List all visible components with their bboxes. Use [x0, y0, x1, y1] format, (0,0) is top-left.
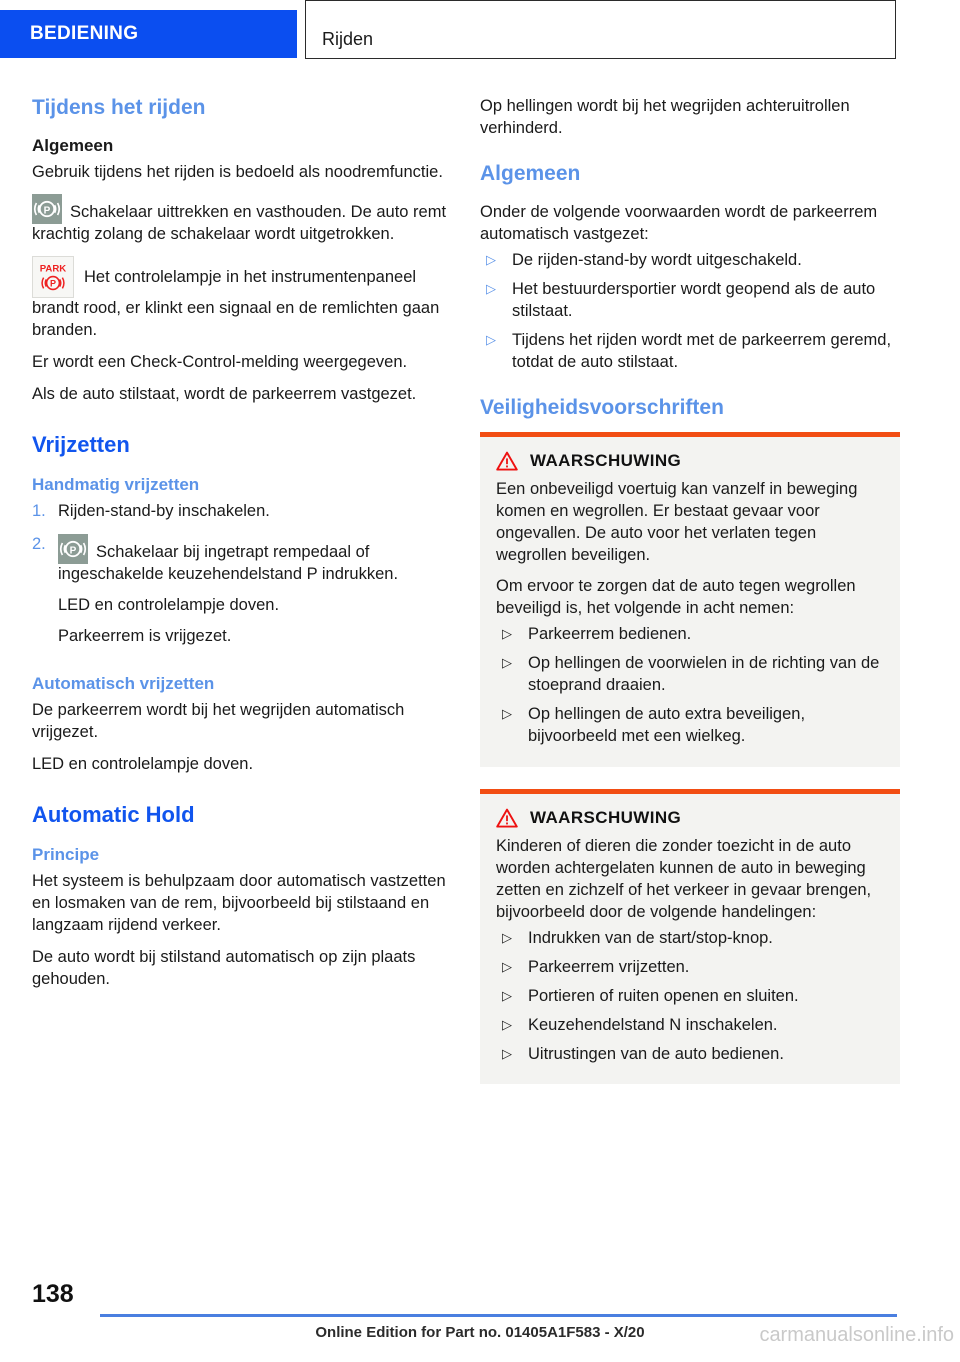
paragraph-stilstaat: Als de auto stilstaat, wordt de parkeerrem vastgezet. — [32, 384, 417, 403]
list-item — [496, 1044, 884, 1066]
list-item — [496, 957, 884, 979]
warning-bullet-list — [496, 624, 884, 748]
chapter-label: BEDIENING — [30, 23, 139, 44]
triangle-bullet-icon: ▷ — [502, 655, 512, 671]
electric-parking-brake-icon — [58, 534, 88, 564]
triangle-bullet-icon: ▷ — [502, 706, 512, 722]
list-item — [480, 279, 900, 323]
list-item-text: Parkeerrem vrijzetten. — [528, 957, 690, 976]
site-watermark: carmanualsonline.info — [759, 1324, 954, 1346]
section-tab[interactable] — [305, 0, 896, 59]
warning-paragraph: Om ervoor te zorgen dat de auto tegen wegrollen beveiligd is, het volgende in acht nemen: — [496, 577, 856, 618]
list-item-text: Op hellingen de voorwielen in de richting van de stoeprand draaien. — [528, 654, 880, 695]
warning-paragraph: Kinderen of dieren die zonder toezicht in de auto worden achtergelaten kunnen de auto in beweging zetten en zichzelf of het verkeer in gevaar brengen, bijvoorbeeld door de volgende handelingen: — [496, 837, 872, 921]
list-item — [496, 704, 884, 748]
triangle-bullet-icon: ▷ — [486, 331, 496, 347]
list-item — [496, 928, 884, 950]
page-header — [0, 10, 960, 58]
triangle-bullet-icon: ▷ — [486, 251, 496, 267]
page-footer — [0, 1262, 960, 1362]
paragraph-led-doven: LED en controlelampje doven. — [32, 754, 254, 773]
heading-handmatig-vrijzetten: Handmatig vrijzetten — [32, 475, 200, 495]
list-item — [496, 624, 884, 646]
list-item — [480, 330, 900, 374]
list-item — [496, 653, 884, 697]
step-item — [32, 501, 452, 523]
heading-principe: Principe — [32, 844, 100, 864]
warning-paragraph: Een onbeveiligd voertuig kan vanzelf in beweging komen en wegrollen. Er bestaat gevaar voor ongevallen. De auto voor het verlaten tegen wegrollen beveiligen. — [496, 479, 858, 564]
step-text: Rijden-stand-by inschakelen. — [58, 502, 270, 521]
footer-edition-note: Online Edition for Part no. 01405A1F583 - X/20 — [315, 1324, 645, 1341]
svg-text:P: P — [69, 545, 77, 557]
list-item-text: Tijdens het rijden wordt met de parkeerrem geremd, totdat de auto stilstaat. — [512, 330, 892, 371]
list-item-text: Op hellingen de auto extra beveiligen, bijvoorbeeld met een wielkeg. — [528, 705, 806, 746]
chapter-banner — [0, 10, 297, 58]
svg-text:P: P — [43, 205, 51, 217]
list-item-text: Indrukken van de start/stop-knop. — [528, 928, 773, 947]
list-item-text: De rijden-stand-by wordt uitgeschakeld. — [512, 250, 802, 269]
warning-header — [496, 451, 884, 471]
paragraph-principe-2: De auto wordt bij stilstand automatisch op zijn plaats gehouden. — [32, 947, 416, 988]
warning-title: WAARSCHUWING — [530, 450, 682, 470]
list-item-text: Het bestuurdersportier wordt geopend als de auto stilstaat. — [512, 279, 876, 320]
step-item — [32, 534, 452, 648]
warning-bullet-list — [496, 928, 884, 1066]
steps-list — [32, 501, 452, 648]
warning-triangle-icon — [496, 808, 518, 828]
section-tab-label: Rijden — [322, 29, 374, 49]
warning-triangle-icon — [496, 451, 518, 471]
paragraph-algemeen-right: Onder de volgende voorwaarden wordt de parkeerrem automatisch vastgezet: — [480, 203, 878, 243]
page-number: 138 — [32, 1280, 74, 1308]
list-item-text: Parkeerrem bedienen. — [528, 625, 692, 644]
triangle-bullet-icon: ▷ — [502, 929, 512, 945]
heading-algemeen-right: Algemeen — [480, 161, 581, 185]
list-item-text: Portieren of ruiten openen en sluiten. — [528, 986, 799, 1005]
triangle-bullet-icon: ▷ — [502, 626, 512, 642]
paragraph-check-control: Er wordt een Check-Control-melding weergegeven. — [32, 352, 408, 371]
triangle-bullet-icon: ▷ — [502, 1045, 512, 1061]
heading-automatic-hold: Automatic Hold — [32, 801, 195, 827]
warning-header — [496, 808, 884, 828]
bullet-list-algemeen — [480, 250, 900, 374]
list-item-text: Keuzehendelstand N inschakelen. — [528, 1015, 778, 1034]
park-icon-text: Het controlelampje in het instrumentenpaneel brandt rood, er klinkt een signaal en de remlichten gaan branden. — [32, 268, 440, 339]
heading-automatisch-vrijzetten: Automatisch vrijzetten — [32, 673, 215, 693]
list-item — [496, 1015, 884, 1037]
triangle-bullet-icon: ▷ — [502, 958, 512, 974]
list-item — [480, 250, 900, 272]
step-number: 2. — [32, 535, 46, 553]
warning-title: WAARSCHUWING — [530, 808, 682, 828]
heading-vrijzetten: Vrijzetten — [32, 431, 130, 457]
electric-parking-brake-icon — [32, 194, 62, 224]
page-title: Tijdens het rijden — [32, 96, 206, 119]
paragraph-hellingen: Op hellingen wordt bij het wegrijden achteruitrollen verhinderd. — [480, 97, 850, 137]
step-sub-line: Parkeerrem is vrijgezet. — [58, 626, 232, 645]
left-column — [32, 96, 452, 1001]
step-number: 1. — [32, 502, 46, 521]
step-text: Schakelaar bij ingetrapt rempedaal of ingeschakelde keuzehendelstand P indrukken. — [58, 543, 399, 583]
warning-box — [480, 432, 900, 767]
paragraph-automatisch-vrijzetten: De parkeerrem wordt bij het wegrijden automatisch vrijgezet. — [32, 700, 405, 741]
ebrake-icon-paragraph — [32, 194, 452, 246]
right-column — [480, 96, 900, 1106]
park-indicator-icon — [32, 256, 74, 298]
paragraph-principe-1: Het systeem is behulpzaam door automatisch vastzetten en losmaken van de rem, bijvoorbeeld bij stilstaand en langzaam rijdend verkeer. — [32, 871, 446, 934]
park-icon-paragraph — [32, 256, 452, 342]
svg-text:P: P — [49, 278, 57, 289]
triangle-bullet-icon: ▷ — [502, 987, 512, 1003]
ebrake-icon-text: Schakelaar uittrekken en vasthouden. De auto remt krachtig zolang de schakelaar wordt uitgetrokken. — [32, 203, 447, 244]
list-item — [496, 986, 884, 1008]
paragraph-algemeen: Gebruik tijdens het rijden is bedoeld als noodremfunctie. — [32, 163, 443, 182]
heading-veiligheidsvoorschriften: Veiligheidsvoorschriften — [480, 395, 724, 419]
svg-text:PARK: PARK — [39, 263, 67, 275]
warning-box — [480, 789, 900, 1084]
triangle-bullet-icon: ▷ — [502, 1016, 512, 1032]
heading-algemeen: Algemeen — [32, 136, 114, 156]
list-item-text: Uitrustingen van de auto bedienen. — [528, 1044, 784, 1063]
footer-divider — [100, 1314, 897, 1317]
triangle-bullet-icon: ▷ — [486, 280, 496, 296]
step-sub-line: LED en controlelampje doven. — [58, 595, 280, 614]
